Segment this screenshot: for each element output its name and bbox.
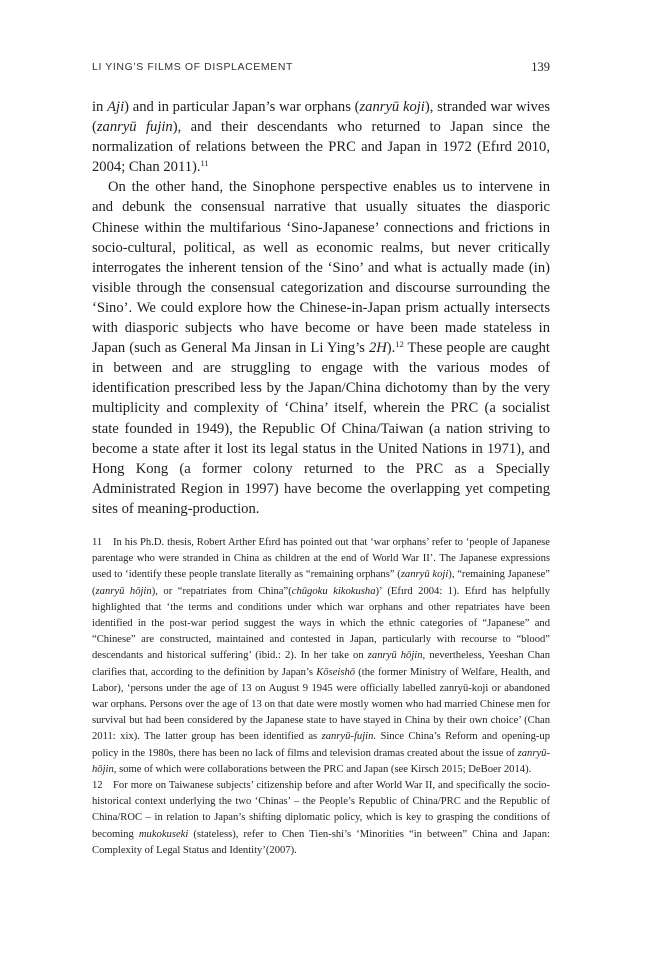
footnote-12-number: 12: [92, 780, 103, 792]
page-number: 139: [531, 60, 550, 74]
italic-term: mukokuseki: [138, 828, 189, 840]
italic-term: zanryū-hōjin: [92, 747, 550, 775]
footnote-12-text: For more on Taiwanese subjects’ citizenship before and after World War II, and specifically the socio-historical context underlying the two ‘Chinas’ – the People’s Republic of China/PRC and the Republic of China/ROC – in relation to Japan’s shifting diplomatic policy, which is key to grasping the conditions of becoming mukokuseki (stateless), refer to Chen Tien-shi’s ‘Minorities “in between” China and Japan: Complexity of Legal Status and Identity’(2007).: [92, 780, 550, 856]
italic-term: zanryū koji: [359, 99, 425, 115]
italic-term: Aji: [107, 99, 125, 115]
running-title: LI YING’S FILMS OF DISPLACEMENT: [92, 61, 294, 73]
footnote-11: [92, 535, 550, 778]
italic-term: Kōseishō: [316, 666, 356, 678]
paragraph-2: On the other hand, the Sinophone perspective enables us to intervene in and debunk the consensual narrative that usually situates the diasporic Chinese within the multifarious ‘Sino-Japanese’ connections and frictions in socio-cultural, political, as well as economic realms, but never critically interrogates the inherent tension of the ‘Sino’ and what is actually made (in) visible through the consensual categorization and discourse surrounding the ‘Sino’. We could explore how the Chinese-in-Japan prism actually intersects with diasporic subjects who have become or have been made stateless in Japan (such as General Ma Jinsan in Li Ying’s 2H).$^{12}$ These people are caught in between and are struggling to engage with the various modes of identification prescribed less by the Japan/China dichotomy than by the very multiplicity and complexity of ‘China’ itself, wherein the PRC (a socialist state founded in 1949), the Republic Of China/Taiwan (a nation striving to become a state after it lost its legal status in the United Nations in 1971), and Hong Kong (a former colony returned to the PRC as a Specially Administrated Region in 1997) have become the overlapping yet competing sites of meaning-production.: [92, 179, 550, 517]
italic-term: zanryū hōjin: [367, 650, 423, 662]
italic-term: chūgoku kikokusha: [291, 585, 376, 597]
paragraph-1: in Aji) and in particular Japan’s war orphans (zanryū koji), stranded war wives (zanryū fujin), and their descendants who returned to Japan since the normalization of relations between the PRC and Japan in 1972 (Efırd 2010, 2004; Chan 2011).$^{11}$: [92, 99, 551, 176]
footnote-11-text: In his Ph.D. thesis, Robert Arther Efırd has pointed out that ‘war orphans’ refer to ‘people of Japanese parentage who were stranded in China as children at the end of World War II’. The Japanese expressions used to ‘identify these people translate literally as “remaining orphans” (zanryū koji), “remaining Japanese” (zanryū hōjin), or “repatriates from China”(chūgoku kikokusha)’ (Efırd 2004: 1). Efırd has helpfully highlighted that ‘the terms and conditions under which war orphans and other repatriates have been identified in the post-war period suggest the ways in which the ethnic categories of “Japanese” and “Chinese” are constructed, maintained and contested in Japan, particularly with recourse to “blood” descendants and historical suffering’ (ibid.: 2). In her take on zanryū hōjin, nevertheless, Yeeshan Chan clarifies that, according to the definition by Japan’s Kōseishō (the former Ministry of Welfare, Health, and Labor), ‘persons under the age of 13 on August 9 1945 were officially labelled zanryū-koji or abandoned war orphans. Persons over the age of 13 on that date were mostly women who had married Chinese men for survival but had been considered by the Japanese state to have stayed in China by their own choice’ (Chan 2011: xix). The latter group has been identified as zanryū-fujin. Since China’s Reform and opening-up policy in the 1980s, there has been no lack of films and television dramas created about the issue of zanryū-hōjin, some of which were collaborations between the PRC and Japan (see Kirsch 2015; DeBoer 2014).: [92, 537, 551, 775]
footnote-12: [92, 778, 550, 859]
main-text: [92, 97, 550, 519]
page-header: [92, 61, 550, 77]
footnotes: [92, 535, 550, 859]
footnote-reference: 12: [395, 339, 404, 350]
footnote-reference: 11: [200, 158, 209, 169]
italic-term: zanryū hōjin: [95, 585, 152, 597]
footnote-11-number: 11: [92, 537, 103, 548]
italic-term: zanryū-fujin: [321, 731, 374, 743]
italic-term: zanryū fujin: [96, 119, 173, 136]
italic-term: 2H: [368, 340, 387, 357]
italic-term: zanryū koji: [400, 569, 449, 581]
